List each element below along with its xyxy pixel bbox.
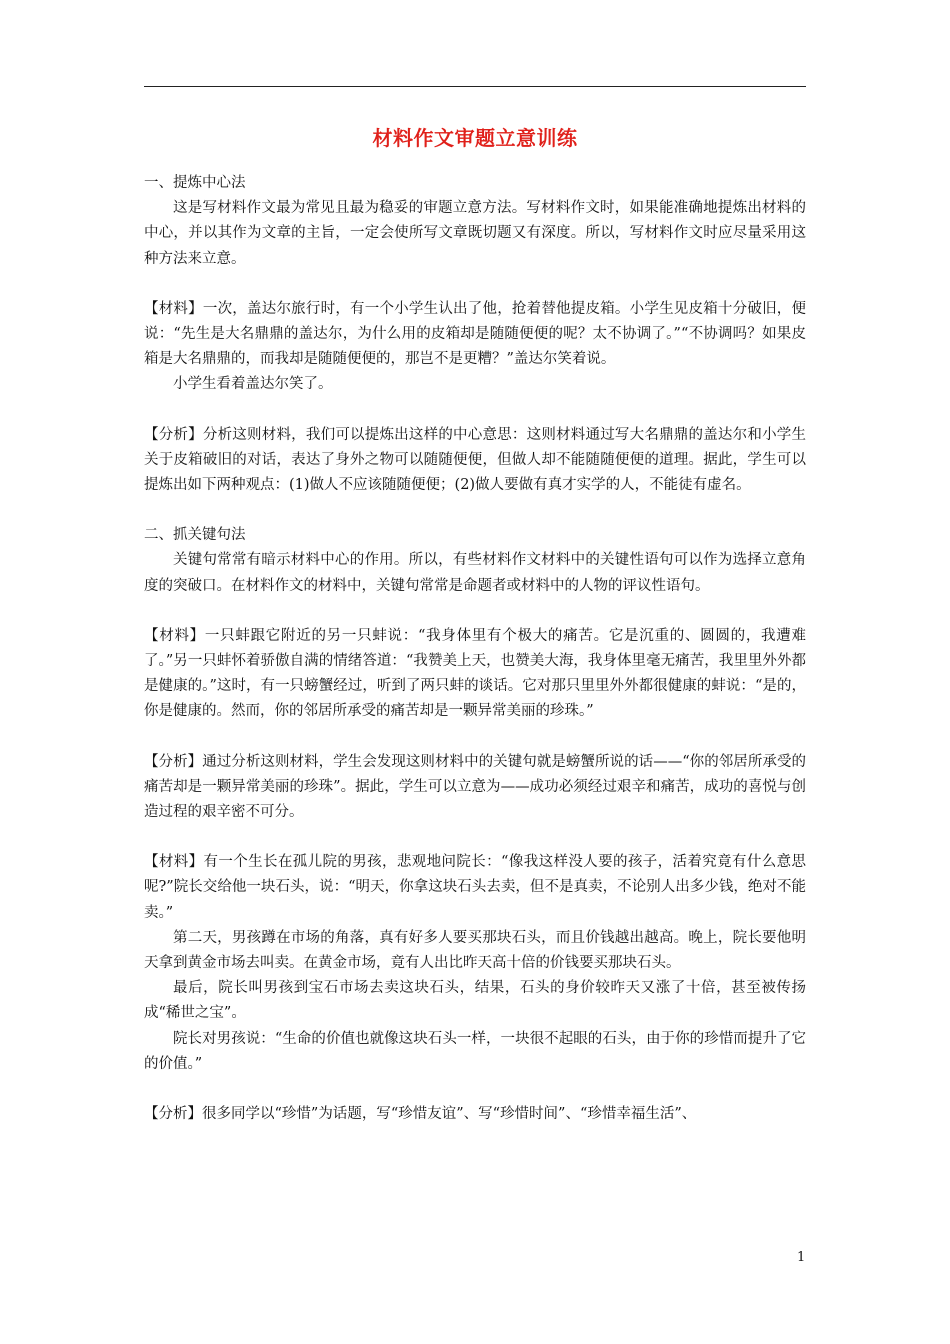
- header-rule: [144, 86, 806, 87]
- section1-intro: 这是写材料作文最为常见且最为稳妥的审题立意方法。写材料作文时，如果能准确地提炼出材料的中心，并以其作为文章的主旨，一定会使所写文章既切题又有深度。所以，写材料作文时应尽量采用这种方法来立意。: [144, 200, 806, 267]
- analysis-text: 通过分析这则材料，学生会发现这则材料中的关键句就是螃蟹所说的话——“你的邻居所承受的痛苦却是一颗异常美丽的珍珠”。据此，学生可以立意为——成功必须经过艰辛和痛苦，成功的喜悦与创造过程的艰辛密不可分。: [144, 753, 806, 821]
- material-text: 有一个生长在孤儿院的男孩，悲观地问院长：“像我这样没人要的孩子，活着究竟有什么意思呢?”院长交给他一块石头，说：“明天，你拿这块石头去卖，但不是真卖，不论别人出多少钱，绝对不能卖。”: [144, 854, 806, 921]
- section1-material: [144, 297, 806, 373]
- section2-analysis2: [144, 1102, 806, 1127]
- analysis-label: 【分析】: [144, 426, 203, 443]
- section1-heading: 一、提炼中心法: [144, 175, 246, 191]
- page-number: 1: [797, 1250, 806, 1265]
- material-label: 【材料】: [144, 854, 204, 871]
- material-text: 一只蚌跟它附近的另一只蚌说：“我身体里有个极大的痛苦。它是沉重的、圆圆的，我遭难了。”另一只蚌怀着骄傲自满的情绪答道：“我赞美上天，也赞美大海，我身体里毫无痛苦，我里里外外都是健康的。”这时，有一只螃蟹经过，听到了两只蚌的谈话。它对那只里里外外都很健康的蚌说：“是的，你是健康的。然而，你的邻居所承受的痛苦却是一颗异常美丽的珍珠。”: [144, 627, 806, 720]
- section2-heading: 二、抓关键句法: [144, 527, 246, 544]
- section1-analysis: [144, 423, 806, 499]
- document-body: [144, 171, 806, 1127]
- section2-material2: [144, 850, 806, 926]
- analysis-label: 【分析】: [144, 753, 203, 770]
- analysis-label: 【分析】: [144, 1106, 202, 1123]
- section2-analysis1: [144, 750, 806, 826]
- material-label: 【材料】: [144, 300, 203, 317]
- material-text: 一次，盖达尔旅行时，有一个小学生认出了他，抢着替他提皮箱。小学生见皮箱十分破旧，便说：“先生是大名鼎鼎的盖达尔，为什么用的皮箱却是随随便便的呢？太不协调了。”“不协调吗？如果皮箱是大名鼎鼎的，而我却是随随便便的，那岂不是更糟？”盖达尔笑着说。: [144, 300, 807, 368]
- material-label: 【材料】: [144, 627, 205, 644]
- section2-material2-paragraph: 院长对男孩说：“生命的价值也就像这块石头一样，一块很不起眼的石头，由于你的珍惜而提升了它的价值。”: [144, 1030, 806, 1072]
- section2-material2-paragraph: 最后，院长叫男孩到宝石市场去卖这块石头，结果，石头的身价较昨天又涨了十倍，甚至被传扬成“稀世之宝”。: [144, 980, 806, 1022]
- analysis-text: 很多同学以“珍惜”为话题，写“珍惜友谊”、写“珍惜时间”、“珍惜幸福生活”、: [202, 1106, 697, 1123]
- analysis-text: 分析这则材料，我们可以提炼出这样的中心意思：这则材料通过写大名鼎鼎的盖达尔和小学生关于皮箱破旧的对话，表达了身外之物可以随随便便，但做人却不能随随便便的道理。据此，学生可以提炼出如下两种观点：(1)做人不应该随随便便；(2)做人要做有真才实学的人，不能徒有虚名。: [144, 426, 807, 494]
- section1-material-continued: 小学生看着盖达尔笑了。: [173, 376, 333, 393]
- section2-material1: [144, 624, 806, 725]
- page-title: 材料作文审题立意训练: [372, 126, 578, 150]
- section2-intro: 关键句常常有暗示材料中心的作用。所以，有些材料作文材料中的关键性语句可以作为选择立意角度的突破口。在材料作文的材料中，关键句常常是命题者或材料中的人物的评议性语句。: [144, 552, 806, 594]
- section2-material2-paragraph: 第二天，男孩蹲在市场的角落，真有好多人要买那块石头，而且价钱越出越高。晚上，院长要他明天拿到黄金市场去叫卖。在黄金市场，竟有人出比昨天高十倍的价钱要买那块石头。: [144, 929, 806, 972]
